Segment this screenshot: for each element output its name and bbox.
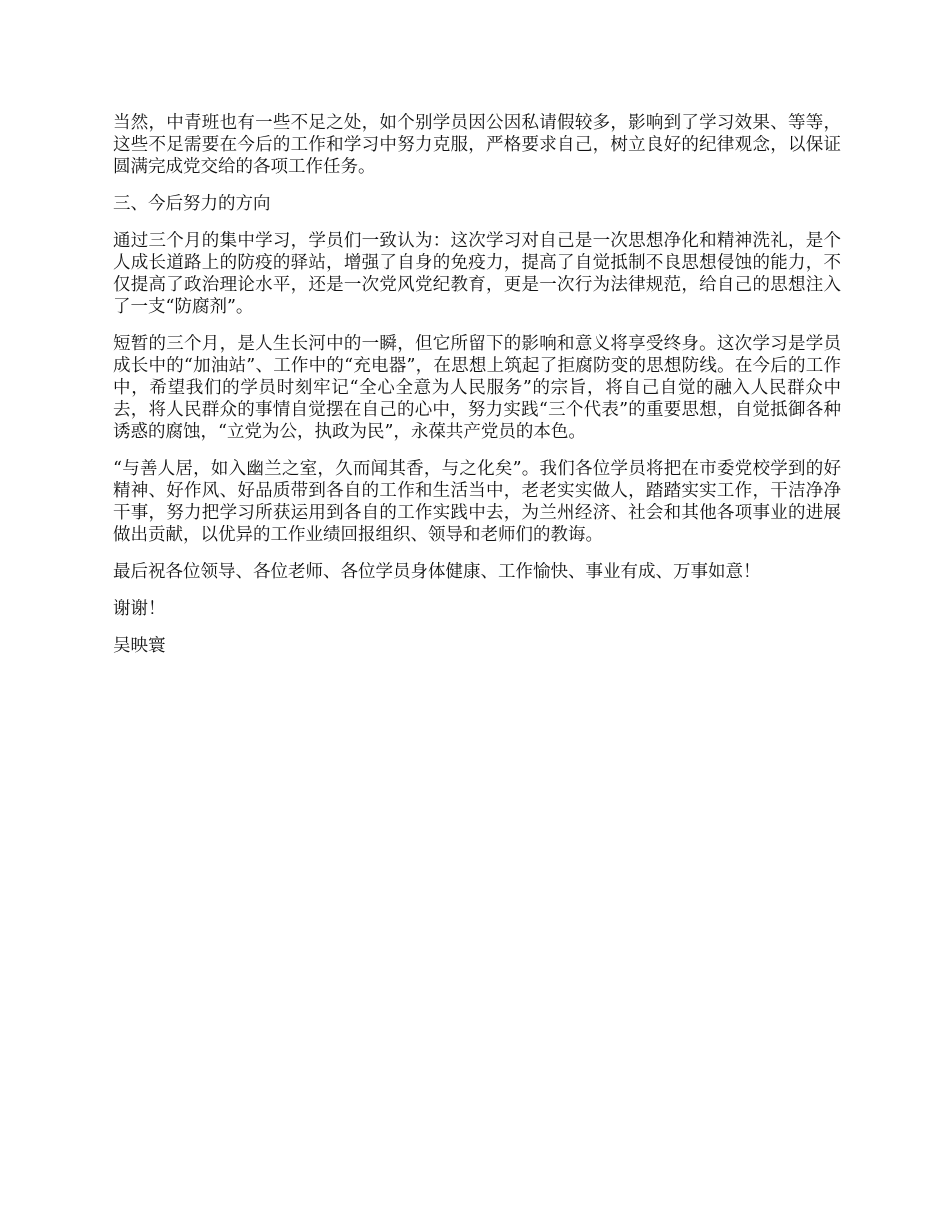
document-body — [113, 112, 841, 672]
section-heading-future-direction: 三、今后努力的方向 — [113, 194, 271, 214]
paragraph-wishes: 最后祝各位领导、各位老师、各位学员身体健康、工作愉快、事业有成、万事如意！ — [113, 562, 761, 582]
paragraph-quote: “与善人居，如入幽兰之室，久而闻其香，与之化矣”。我们各位学员将把在市委党校学到的好精神、好作风、好品质带到各自的工作和生活当中，老老实实做人，踏踏实实工作，干洁净净干事，努力把学习所获运用到各自的工作实践中去，为兰州经济、社会和其他各项事业的进展做出贡献，以优异的工作业绩回报组织、领导和老师们的教诲。 — [113, 459, 841, 545]
paragraph-thanks: 谢谢！ — [113, 599, 166, 619]
paragraph-shortcomings: 当然，中青班也有一些不足之处，如个别学员因公因私请假较多，影响到了学习效果、等等，这些不足需要在今后的工作和学习中努力克服，严格要求自己，树立良好的纪律观念，以保证圆满完成党交给的各项工作任务。 — [113, 113, 841, 177]
paragraph-study-summary: 通过三个月的集中学习，学员们一致认为：这次学习对自己是一次思想净化和精神洗礼，是个人成长道路上的防疫的驿站，增强了自身的免疫力，提高了自觉抵制不良思想侵蚀的能力，不仅提高了政治理论水平，还是一次党风党纪教育，更是一次行为法律规范，给自己的思想注入了一支“防腐剂”。 — [113, 231, 841, 317]
signature-name: 吴映寰 — [113, 636, 166, 656]
paragraph-three-months: 短暂的三个月，是人生长河中的一瞬，但它所留下的影响和意义将享受终身。这次学习是学员成长中的“加油站”、工作中的“充电器”，在思想上筑起了拒腐防变的思想防线。在今后的工作中，希望我们的学员时刻牢记“全心全意为人民服务”的宗旨，将自己自觉的融入人民群众中去，将人民群众的事情自觉摆在自己的心中，努力实践“三个代表”的重要思想，自觉抵御各种诱惑的腐蚀，“立党为公，执政为民”，永葆共产党员的本色。 — [113, 334, 841, 442]
